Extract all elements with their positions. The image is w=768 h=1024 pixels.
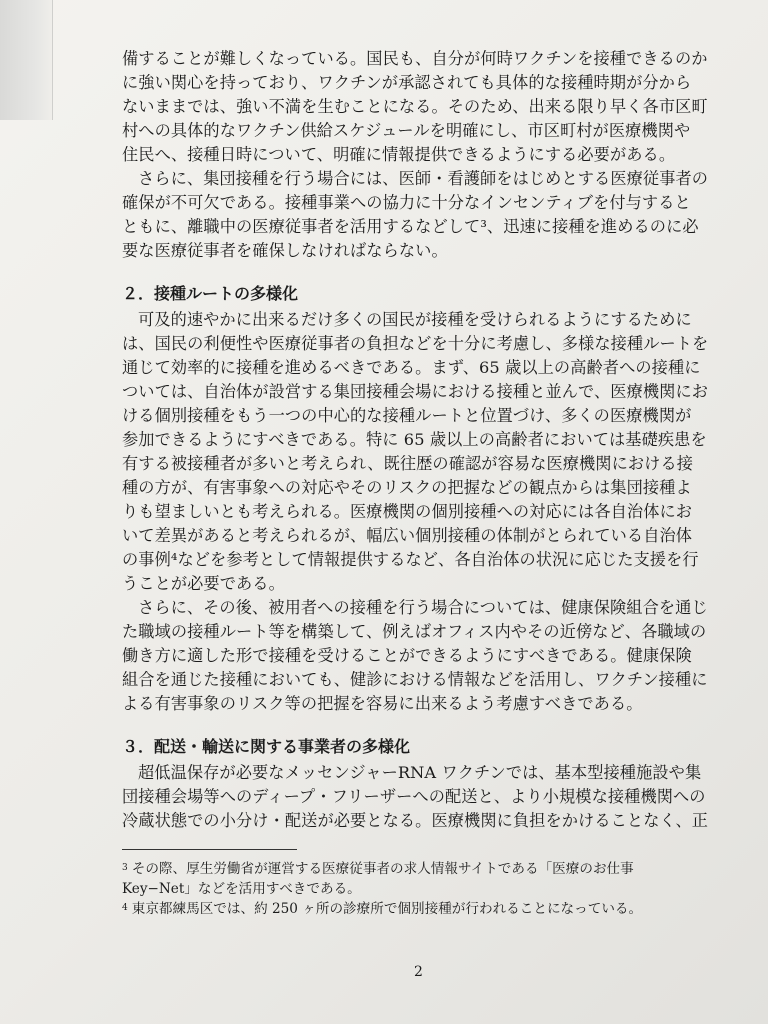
text-line: 冷蔵状態での小分け・配送が必要となる。医療機関に負担をかけることなく、正: [122, 811, 709, 830]
text-line: 有する被接種者が多いと考えられ、既往歴の確認が容易な医療機関における接: [122, 454, 694, 473]
text-line: 種の方が、有害事象への対応やそのリスクの把握などの観点からは集団接種よ: [122, 478, 692, 497]
text-line: ついては、自治体が設営する集団接種会場における接種と並んで、医療機関にお: [122, 382, 709, 401]
text-line: 団接種会場等へのディープ・フリーザーへの配送と、より小規模な接種機関への: [122, 787, 706, 806]
document-page: [30, 0, 768, 1024]
text-line: りも望ましいとも考えられる。医療機関の個別接種への対応には各自治体にお: [122, 502, 693, 521]
text-line: に強い関心を持っており、ワクチンが承認されても具体的な接種時期が分から: [122, 73, 692, 92]
footnote-text: Key−Net」などを活用すべきである。: [122, 881, 361, 897]
footnote-3-continuation: [122, 880, 361, 898]
footnote-mark: 3: [122, 863, 128, 873]
text-line: は、国民の利便性や医療従事者の負担などを十分に考慮し、多様な接種ルートを: [122, 334, 709, 353]
footnote-mark: 4: [122, 903, 128, 913]
section-heading: ２．接種ルートの多様化: [122, 284, 299, 303]
footnote-text: 東京都練馬区では、約 250 ヶ所の診療所で個別接種が行われることになっている。: [131, 901, 643, 917]
page-number: 2: [414, 964, 423, 980]
text-line: よる有害事象のリスク等の把握を容易に出来るよう考慮すべきである。: [122, 694, 643, 713]
text-line: 参加できるようにすべきである。特に 65 歳以上の高齢者においては基礎疾患を: [122, 430, 707, 449]
text-line: 村への具体的なワクチン供給スケジュールを明確にし、市区町村が医療機関や: [122, 121, 691, 140]
text-line: 通じて効率的に接種を進めるべきである。まず、65 歳以上の高齢者への接種に: [122, 358, 701, 377]
text-line: た職域の接種ルート等を構築して、例えばオフィス内やその近傍など、各職域の: [122, 622, 707, 641]
footnote-text: その際、厚生労働省が運営する医療従事者の求人情報サイトである「医療のお仕事: [131, 861, 634, 877]
text-line: の事例⁴などを参考として情報提供するなど、各自治体の状況に応じた支援を行: [122, 550, 699, 569]
footnote-divider: [122, 849, 297, 850]
text-line: 確保が不可欠である。接種事業への協力に十分なインセンティブを付与すると: [122, 193, 691, 212]
text-line: さらに、集団接種を行う場合には、医師・看護師をはじめとする医療従事者の: [138, 169, 709, 188]
text-line: 組合を通じた接種においても、健診における情報などを活用し、ワクチン接種に: [122, 670, 708, 689]
text-line: ないままでは、強い不満を生むことになる。そのため、出来る限り早く各市区町: [122, 97, 708, 116]
text-line: うことが必要である。: [122, 574, 285, 593]
text-line: ともに、離職中の医療従事者を活用するなどして³、迅速に接種を進めるのに必: [122, 217, 699, 236]
text-line: 働き方に適した形で接種を受けることができるようにすべきである。健康保険: [122, 646, 692, 665]
footnote-4: [122, 900, 642, 918]
footnote-3: [122, 860, 634, 878]
text-line: さらに、その後、被用者への接種を行う場合については、健康保険組合を通じ: [138, 598, 708, 617]
text-line: 備することが難しくなっている。国民も、自分が何時ワクチンを接種できるのか: [122, 49, 708, 68]
text-line: いて差異があると考えられるが、幅広い個別接種の体制がとられている自治体: [122, 526, 693, 545]
text-line: 住民へ、接種日時について、明確に情報提供できるようにする必要がある。: [122, 145, 676, 164]
text-line: 要な医療従事者を確保しなければならない。: [122, 241, 448, 260]
section-heading: ３．配送・輸送に関する事業者の多様化: [122, 737, 411, 756]
text-line: ける個別接種をもう一つの中心的な接種ルートと位置づけ、多くの医療機関が: [122, 406, 692, 425]
text-line: 可及的速やかに出来るだけ多くの国民が接種を受けられるようにするために: [138, 310, 692, 329]
text-line: 超低温保存が必要なメッセンジャーRNA ワクチンでは、基本型接種施設や集: [138, 763, 702, 782]
